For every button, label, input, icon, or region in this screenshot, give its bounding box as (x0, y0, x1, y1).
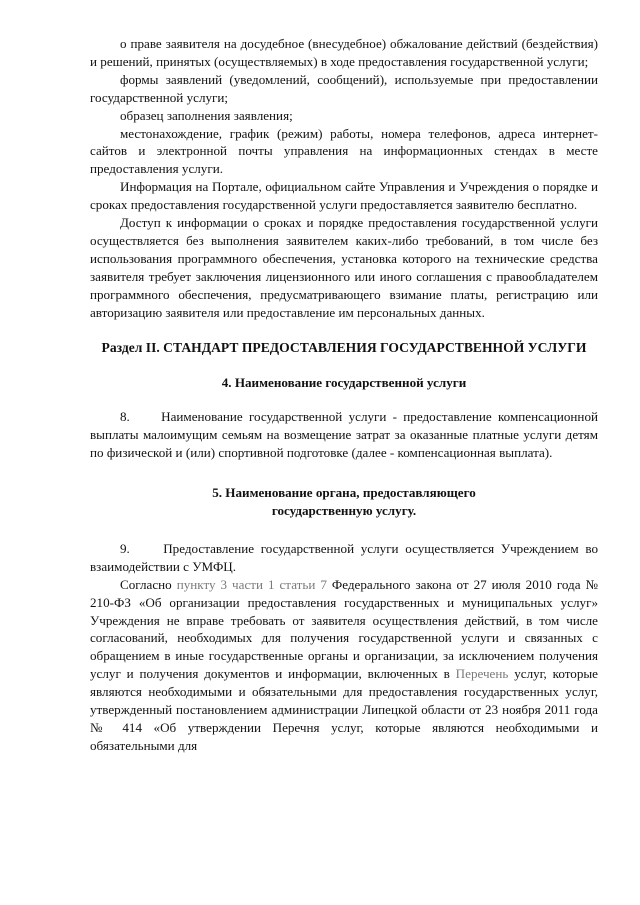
paragraph-appeal-rights: о праве заявителя на досудебное (внесудебное) обжалование действий (бездействия) и решений, принятых (осуществляемых) в ходе предоставления государственной услуги; (90, 36, 598, 69)
section-2-title: Раздел II. СТАНДАРТ ПРЕДОСТАВЛЕНИЯ ГОСУДАРСТВЕННОЙ УСЛУГИ (101, 339, 587, 355)
paragraph-portal-info: Информация на Портале, официальном сайте Управления и Учреждения о порядке и сроках предоставления государственной услуги предоставляется заявителю бесплатно. (90, 179, 598, 213)
item-8-service-name: 8. Наименование государственной услуги - предоставление компенсационной выплаты малоимущим семьям на возмещение затрат за оказанные платные услуги детям по физической и (или) спортивной подготовке (далее - компенсационная выплата). (90, 409, 598, 461)
paragraph-application-forms: формы заявлений (уведомлений, сообщений), используемые при предоставлении государственной услуги; (90, 71, 598, 105)
item-9-provider: 9. Предоставление государственной услуги осуществляется Учреждением во взаимодействии с УМФЦ. (90, 540, 598, 574)
paragraph-access-info: Доступ к информации о сроках и порядке предоставления государственной услуги осуществляется без выполнения заявителем каких-либо требований, в том числе без использования программного обеспечения, установка которого на технические средства заявителя требует заключения лицензионного или иного соглашения с правообладателем программного обеспечения, предусматривающего взимание платы, регистрацию или авторизацию заявителя или предоставление им персональных данных. (90, 215, 598, 320)
heading-providing-authority-line2: государственную услугу. (271, 503, 417, 519)
law-text-e: услуг, которые являются необходимыми и обязательными для предоставления государственных услуг, утвержденный постановлением администрации Липецкой области от 23 ноября 2011 года № 414 «Об утверждении Перечня услуг, которые являются необходимыми и обязательными для (90, 666, 598, 753)
heading-providing-authority-line1: 5. Наименование органа, предоставляющего (212, 485, 476, 501)
heading-providing-authority (90, 484, 598, 520)
law-article-link[interactable]: пункту 3 части 1 статьи 7 (176, 576, 327, 592)
paragraph-sample-form: образец заполнения заявления; (120, 107, 293, 123)
list-link[interactable]: Перечень (455, 666, 509, 682)
paragraph-law-reference (90, 576, 598, 755)
heading-service-name: 4. Наименование государственной услуги (221, 374, 467, 390)
paragraph-location-schedule: местонахождение, график (режим) работы, номера телефонов, адреса интернет-сайтов и электронной почты управления на информационных стендах в месте предоставления услуги. (90, 125, 598, 177)
law-text-c: Федерального закона от 27 июля 2010 года № 210-ФЗ «Об организации предоставления государственных и муниципальных услуг» Учреждения не вправе требовать от заявителя осуществления действий, в том числе согласований, необходимых для получения государственной услуги и связанных с обращением в иные государственные органы и организации, за исключением получения услуг и получения документов и информации, включенных в (90, 576, 598, 682)
law-text-a: Согласно (120, 576, 177, 592)
